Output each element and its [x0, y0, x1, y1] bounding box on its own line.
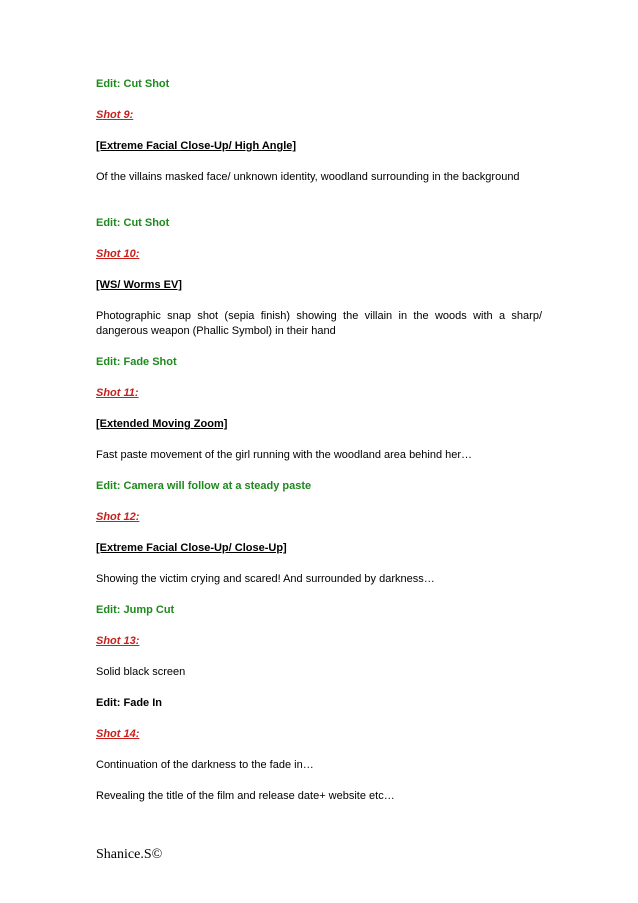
camera-angle: [Extreme Facial Close-Up/ High Angle]: [96, 140, 297, 152]
edit-note: Edit: Camera will follow at a steady paste: [96, 480, 312, 492]
shot-description: Solid black screen: [96, 666, 186, 678]
author-footer: Shanice.S©: [96, 847, 163, 862]
shot-description: Of the villains masked face/ unknown identity, woodland surrounding in the background: [96, 171, 520, 183]
shot-heading: Shot 14:: [96, 728, 140, 740]
camera-angle: [Extreme Facial Close-Up/ Close-Up]: [96, 542, 287, 554]
shot-heading: Shot 11:: [96, 387, 139, 399]
camera-angle: [WS/ Worms EV]: [96, 279, 182, 291]
edit-note: Edit: Fade Shot: [96, 356, 177, 368]
shot-heading: Shot 12:: [96, 511, 140, 523]
shot-heading: Shot 13:: [96, 635, 140, 647]
shot-description: Fast paste movement of the girl running with the woodland area behind her…: [96, 449, 473, 461]
edit-note: Edit: Jump Cut: [96, 604, 175, 616]
shot-description: Photographic snap shot (sepia finish) showing the villain in the woods with a sharp/ dangerous weapon (Phallic Symbol) in their hand: [96, 310, 542, 337]
shot-heading: Shot 10:: [96, 248, 140, 260]
edit-note: Edit: Cut Shot: [96, 217, 170, 229]
camera-angle: [Extended Moving Zoom]: [96, 418, 228, 430]
shot-description: Revealing the title of the film and release date+ website etc…: [96, 790, 395, 802]
shot-heading: Shot 9:: [96, 109, 134, 121]
edit-note: Edit: Cut Shot: [96, 78, 170, 90]
shot-description: Continuation of the darkness to the fade in…: [96, 759, 314, 771]
shot-description: Showing the victim crying and scared! And surrounded by darkness…: [96, 573, 435, 585]
edit-note: Edit: Fade In: [96, 697, 162, 709]
